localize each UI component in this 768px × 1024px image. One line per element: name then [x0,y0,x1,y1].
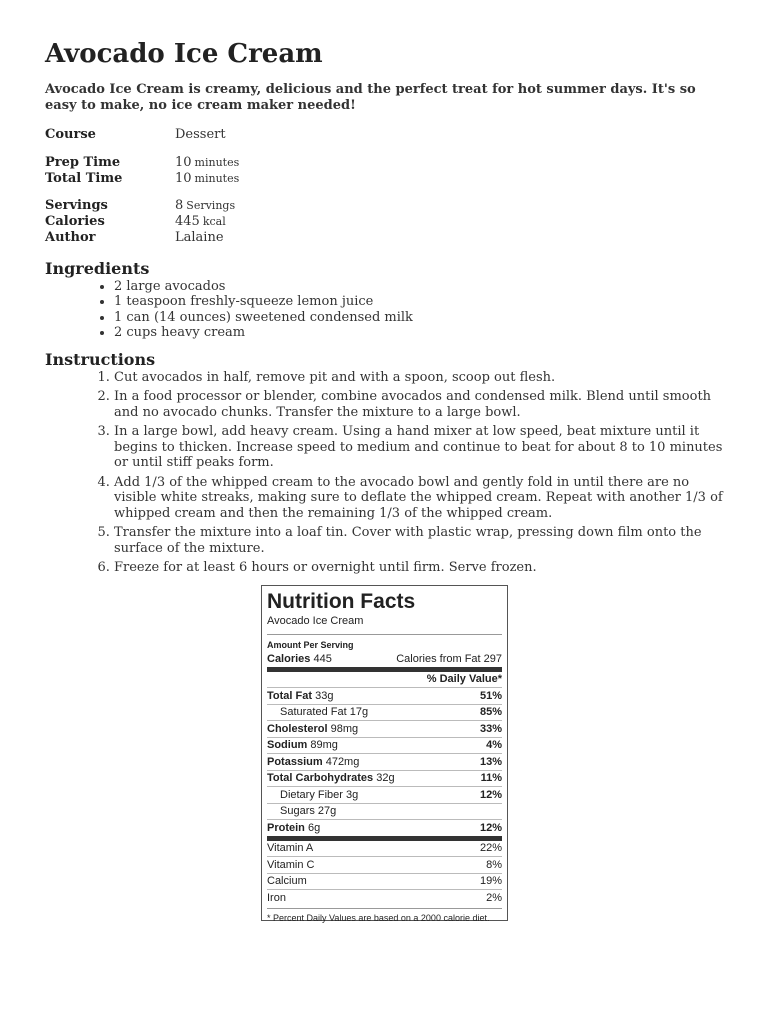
meta-label: Prep Time [45,154,121,170]
nutrient-pct: 33% [479,722,502,735]
nutrient-pct: 12% [479,821,502,834]
vitamin-label: Calcium [267,875,307,887]
nutrient-amount: 27g [317,805,337,817]
vitamin-row-iron [267,889,502,906]
nutrient-amount: 472mg [325,755,360,768]
nutrient-amount: 6g [307,821,321,834]
instructions-list [45,370,723,576]
instruction-step: 6. Freeze for at least 6 hours or overnight until firm. Serve frozen. [114,560,723,576]
list-item: • 1 can (14 ounces) sweetened condensed milk [114,310,723,326]
nutrient-label: Saturated Fat [280,706,347,718]
vitamin-row-vitamin-a [267,836,502,857]
meta-course [45,127,723,143]
recipe-meta [45,127,723,246]
nutrient-amount: 32g [376,772,395,784]
meta-value: Dessert [175,127,226,142]
recipe-title: Avocado Ice Cream [45,39,323,69]
daily-value-header: % Daily Value* [426,673,502,685]
nutrient-label: Dietary Fiber [280,788,343,801]
instruction-step: 5. Transfer the mixture into a loaf tin. Cover with plastic wrap, pressing down film onto the surface of the mixture. [114,525,723,556]
nutrition-footnote: * Percent Daily Values are based on a 2000 calorie diet. [267,908,502,924]
meta-label: Calories [45,214,105,230]
nutrient-label: Sugars [280,805,315,817]
nutrient-label: Potassium [267,755,323,768]
vitamin-pct: 22% [479,842,502,854]
nutrient-pct: 4% [486,739,502,751]
nutrient-label: Total Carbohydrates [267,772,374,784]
nutrient-row-potassium [267,753,502,770]
nutrient-row-sodium [267,737,502,754]
nutrient-amount: 3g [346,788,359,801]
meta-total-time [45,171,723,187]
meta-unit: minutes [194,171,240,185]
calories-row [267,651,502,667]
nutrient-pct: 85% [479,706,502,718]
ingredients-heading: Ingredients [45,258,150,278]
daily-value-header-row [267,667,502,688]
nutrient-label: Cholesterol [267,722,328,735]
meta-value: Lalaine [175,229,224,245]
vitamin-row-vitamin-c [267,856,502,873]
nutrition-subtitle: Avocado Ice Cream [267,615,364,627]
nutrient-amount: 17g [349,706,369,718]
nutrient-amount: 98mg [330,722,359,735]
vitamin-label: Iron [267,891,286,904]
vitamin-label: Vitamin C [267,858,315,871]
meta-value: 10 [175,154,192,170]
instruction-step: 4. Add 1/3 of the whipped cream to the avocado bowl and gently fold in until there are no visible white streaks, making sure to deflate the whipped cream. Repeat with another 1/3 of whipped cream and then the remaining 1/3 of the whipped cream. [114,475,723,522]
meta-label: Author [45,229,96,245]
nutrient-row-sugars [267,803,502,820]
list-item: • 1 teaspoon freshly-squeeze lemon juice [114,294,723,310]
calories-from-fat: Calories from Fat 297 [396,652,502,665]
calories-label: Calories [267,652,311,665]
nutrient-row-total-fat [267,687,502,704]
list-item: • 2 cups heavy cream [114,325,723,341]
nutrition-title: Nutrition Facts [267,590,416,613]
meta-label: Total Time [45,170,123,186]
ingredients-list [45,279,723,341]
meta-value: 10 [175,170,192,186]
nutrient-pct: 13% [479,755,502,768]
nutrient-row-protein [267,819,502,836]
instruction-step: 1. Cut avocados in half, remove pit and with a spoon, scoop out flesh. [114,370,723,386]
meta-servings [45,198,723,214]
nutrient-row-saturated-fat [267,704,502,721]
vitamin-pct: 8% [486,858,502,871]
vitamin-pct: 19% [479,875,502,887]
nutrient-label: Total Fat [267,689,313,702]
meta-label: Servings [45,198,108,214]
calories-value: 445 [313,652,332,665]
nutrient-row-cholesterol [267,720,502,737]
list-item: • 2 large avocados [114,279,723,295]
nutrition-facts-label [261,585,508,921]
meta-unit: Servings [186,199,236,213]
vitamin-pct: 2% [486,891,502,904]
meta-prep-time [45,155,723,171]
instructions-heading: Instructions [45,349,156,369]
meta-calories [45,214,723,230]
nutrient-label: Sodium [267,739,308,751]
nutrient-pct: 12% [479,788,502,801]
nutrient-pct: 11% [480,772,502,784]
meta-value: 445 [175,214,200,230]
recipe-summary: Avocado Ice Cream is creamy, delicious and the perfect treat for hot summer days. It's so easy to make, no ice cream maker needed! [45,82,696,113]
nutrient-pct: 51% [479,689,502,702]
meta-label: Course [45,127,96,142]
nutrient-row-total-carbohydrates [267,770,502,787]
instruction-step: 2. In a food processor or blender, combine avocados and condensed milk. Blend until smooth and no avocado chunks. Transfer the mixture to a large bowl. [114,389,723,420]
nutrient-amount: 33g [315,689,334,702]
meta-value: 8 [175,198,184,214]
amount-per-serving: Amount Per Serving [267,634,502,651]
instruction-step: 3. In a large bowl, add heavy cream. Using a hand mixer at low speed, beat mixture until it begins to thicken. Increase speed to medium and continue to beat for about 8 to 10 minutes or until stiff peaks form. [114,424,723,471]
meta-author [45,230,723,246]
meta-unit: minutes [194,155,240,169]
nutrient-amount: 89mg [310,739,338,751]
vitamin-row-calcium [267,873,502,890]
meta-unit: kcal [202,215,226,229]
nutrient-label: Protein [267,821,305,834]
vitamin-label: Vitamin A [267,842,314,854]
nutrient-row-dietary-fiber [267,786,502,803]
